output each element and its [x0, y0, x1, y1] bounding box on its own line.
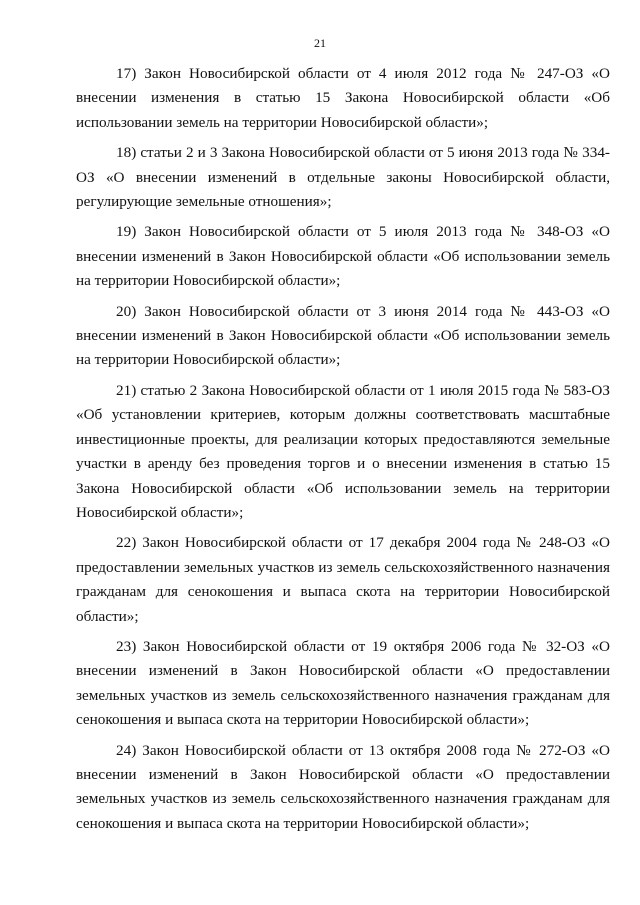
list-item-18: 18) статьи 2 и 3 Закона Новосибирской области от 5 июня 2013 года № 334-ОЗ «О внесении изменений в отдельные законы Новосибирской области, регулирующие земельные отношения»;	[76, 144, 610, 211]
list-item-22: 22) Закон Новосибирской области от 17 декабря 2004 года № 248-ОЗ «О предоставлении земельных участков из земель сельскохозяйственного назначения гражданам для сенокошения и выпаса скота на территории Новосибирской области»;	[76, 534, 610, 625]
document-body	[76, 62, 610, 842]
list-item-23: 23) Закон Новосибирской области от 19 октября 2006 года № 32-ОЗ «О внесении изменений в Закон Новосибирской области «О предоставлении земельных участков из земель сельскохозяйственного назначения гражданам для сенокошения и выпаса скота на территории Новосибирской области»;	[76, 637, 610, 729]
list-item-20: 20) Закон Новосибирской области от 3 июня 2014 года № 443-ОЗ «О внесении изменений в Закон Новосибирской области «Об использовании земель на территории Новосибирской области»;	[76, 302, 610, 369]
list-item-19: 19) Закон Новосибирской области от 5 июля 2013 года № 348-ОЗ «О внесении изменений в Закон Новосибирской области «Об использовании земель на территории Новосибирской области»;	[76, 223, 610, 290]
list-item-24: 24) Закон Новосибирской области от 13 октября 2008 года № 272-ОЗ «О внесении изменений в Закон Новосибирской области «О предоставлении земельных участков из земель сельскохозяйственного назначения гражданам для сенокошения и выпаса скота на территории Новосибирской области»;	[76, 741, 610, 832]
list-item-21: 21) статью 2 Закона Новосибирской области от 1 июля 2015 года № 583-ОЗ «Об установлении критериев, которым должны соответствовать масштабные инвестиционные проекты, для реализации которых предоставляются земельные участки в аренду без проведения торгов и о внесении изменения в статью 15 Закона Новосибирской области «Об использовании земель на территории Новосибирской области»;	[76, 381, 610, 521]
page-number: 21	[314, 36, 326, 50]
list-item-17: 17) Закон Новосибирской области от 4 июля 2012 года № 247-ОЗ «О внесении изменения в статью 15 Закона Новосибирской области «Об использовании земель на территории Новосибирской области»;	[76, 65, 610, 131]
